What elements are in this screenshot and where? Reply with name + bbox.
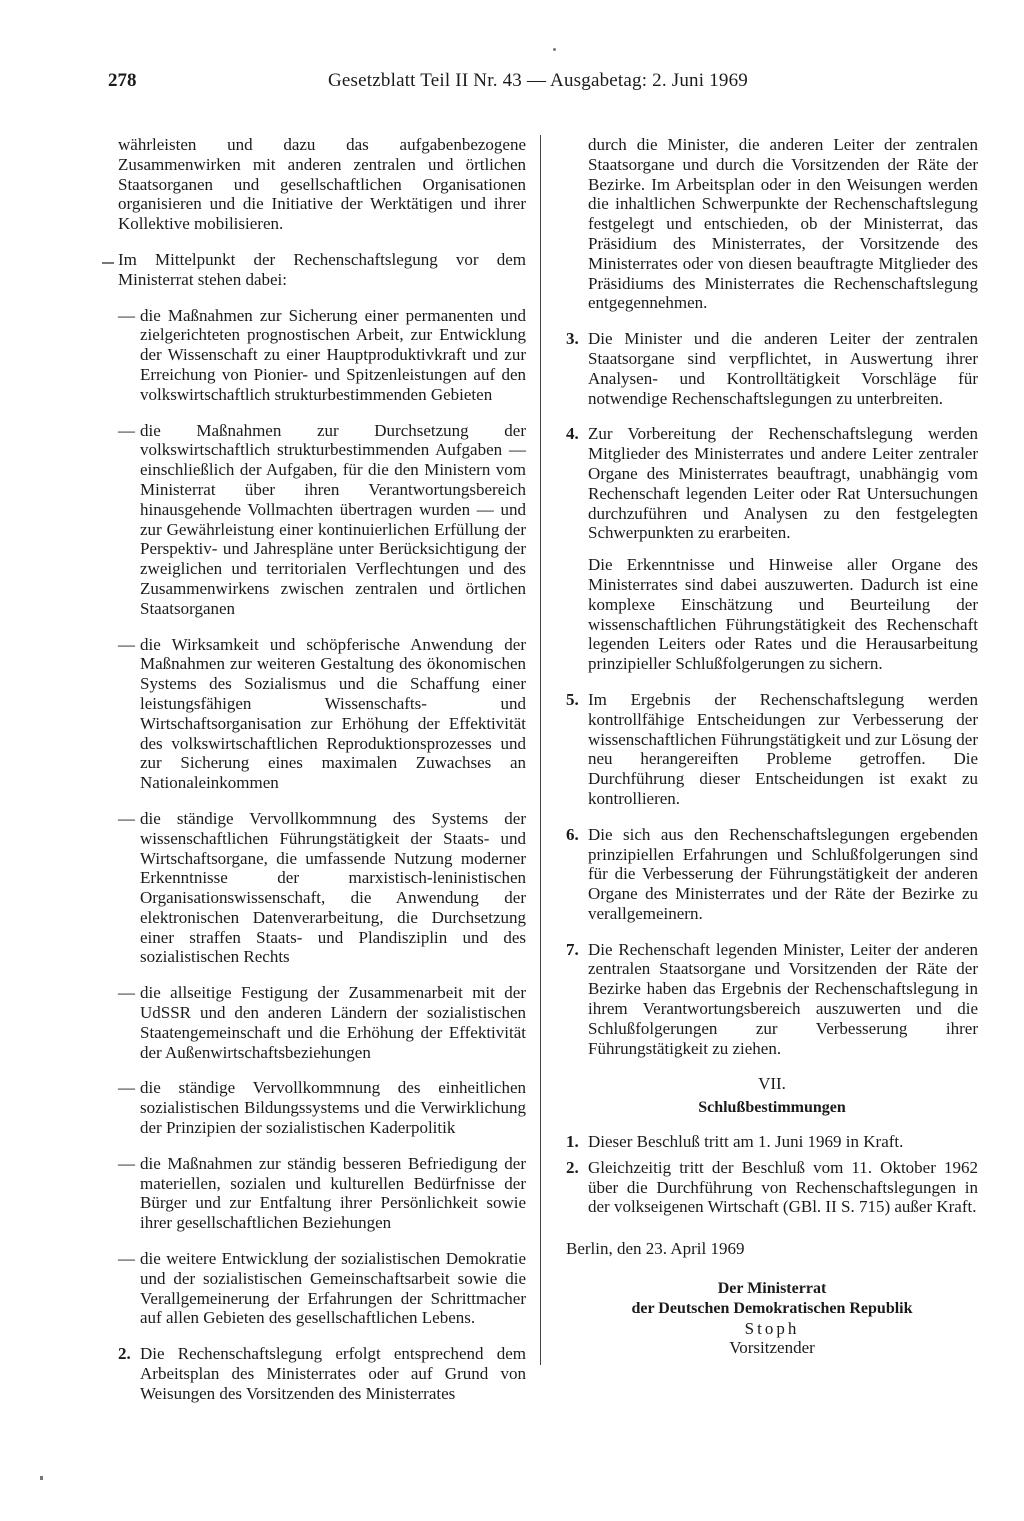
item-4-subparagraph: Die Erkenntnisse und Hinweise aller Organe des Ministerrates sind dabei auszuwerten. Dadurch ist eine komplexe Einschätzung und Beurteilung der wissenschaftlichen Führungstätigkeit des Rechenschaft legenden Leiters oder Rates und die Herausarbeitung prinzipieller Schlußfolgerungen zu sichern.: [588, 555, 978, 674]
list-item: [118, 1078, 526, 1137]
dash-marker: —: [118, 983, 135, 1003]
scan-speck: [553, 48, 556, 51]
paragraph-intro: Im Mittelpunkt der Rechenschaftslegung vor dem Ministerrat stehen dabei:: [118, 249, 526, 289]
final-item-2: [566, 1158, 978, 1217]
list-item-text: die ständige Vervollkommnung des Systems der wissenschaftlichen Führungstätigkeit der Staats- und Wirtschaftsorgane, die umfassende Nutzung moderner Erkenntnisse der marxistisch-leninistischen Organisationswissenschaft, die Anwendung der elektronischen Datenverarbeitung, die Durchsetzung einer straffen Staats- und Plandisziplin und des sozialistischen Rechts: [140, 808, 526, 967]
item-number: 4.: [566, 424, 579, 444]
dash-marker: —: [118, 808, 135, 828]
list-item-text: die allseitige Festigung der Zusammenarbeit mit der UdSSR und den anderen Ländern der sozialistischen Staatengemeinschaft und die Erhöhung der Effektivität der Außenwirtschaftsbeziehungen: [140, 983, 526, 1062]
section-title: Schlußbestimmungen: [698, 1099, 846, 1117]
dash-marker: —: [118, 305, 135, 325]
place-date: Berlin, den 23. April 1969: [566, 1239, 745, 1259]
numbered-item-2: [118, 1344, 526, 1403]
left-column: [118, 135, 526, 1404]
page-number: 278: [108, 70, 137, 91]
item-text: Im Ergebnis der Rechenschaftslegung werden kontrollfähige Entscheidungen zur Verbesserung der wissenschaftlichen Führungstätigkeit und zur Lösung der neu herangereiften Probleme getroffen. Die Durchführung dieser Entscheidungen ist exakt zu kontrollieren.: [588, 689, 978, 808]
numbered-item-6: [566, 825, 978, 924]
list-item-text: die Maßnahmen zur Durchsetzung der volkswirtschaftlich strukturbestimmenden Aufgaben — einschließlich der Aufgaben, für die den Ministern vom Ministerrat über ihren Verantwortungsbereich hinausgehende Vollmachten übertragen wurden — und zur Gewährleistung einer kontinuierlichen Erfüllung der Perspektiv- und Jahrespläne unter Berücksichtigung der zweiglichen und territorialen Verflechtungen und des Zusammenwirkens zwischen zentralen und örtlichen Staatsorganen: [140, 420, 526, 618]
item-text: Zur Vorbereitung der Rechenschaftslegung werden Mitglieder des Ministerrates und andere Leiter zentraler Organe des Ministerrates beauftragt, unabhängig vom Rechenschaft legenden Leiter oder Rat Untersuchungen durchzuführen und Analysen zu den festgelegten Schwerpunkten zu erarbeiten.: [588, 424, 978, 543]
list-item-text: die Maßnahmen zur Sicherung einer permanenten und zielgerichteten prognostischen Arbeit, zur Entwicklung der Wissenschaft zu einer Hauptproduktivkraft und zur Erreichung von Pionier- und Spitzenleistungen auf den volkswirtschaftlich strukturbestimmenden Gebieten: [140, 305, 526, 404]
paragraph-continuation: durch die Minister, die anderen Leiter der zentralen Staatsorgane und durch die Vorsitzenden der Räte der Bezirke. Im Arbeitsplan oder in den Weisungen werden die inhaltlichen Schwerpunkte der Rechenschaftslegung festgelegt und entschieden, ob der Ministerrat, das Präsidium des Ministerrates, der Vorsitzende des Ministerrates oder von diesen beauftragte Mitglieder des Präsidiums des Ministerrates die Rechenschaftslegung entgegennehmen.: [588, 135, 978, 313]
item-number: 2.: [566, 1157, 579, 1177]
list-item: [118, 809, 526, 967]
numbered-item-4: [566, 424, 978, 543]
item-text: Die Rechenschaftslegung erfolgt entsprechend dem Arbeitsplan des Ministerrates oder auf Grund von Weisungen des Vorsitzenden des Ministerrates: [140, 1344, 526, 1403]
item-text: Gleichzeitig tritt der Beschluß vom 11. Oktober 1962 über die Durchführung von Rechenschaftslegungen in der volkseigenen Wirtschaft (GBl. II S. 715) außer Kraft.: [588, 1157, 978, 1217]
paragraph-continuation: währleisten und dazu das aufgabenbezogene Zusammenwirken mit anderen zentralen und örtlichen Staatsorganen und gesellschaftlichen Organisationen organisieren und die Initiative der Werktätigen und ihrer Kollektive mobilisieren.: [118, 135, 526, 234]
dash-marker: —: [118, 634, 135, 654]
scan-speck: [40, 1476, 43, 1480]
list-item: [118, 635, 526, 793]
numbered-item-5: [566, 690, 978, 809]
numbered-item-7: [566, 940, 978, 1059]
item-number: 7.: [566, 939, 579, 959]
page-header: [108, 70, 980, 100]
item-number: 3.: [566, 329, 579, 349]
list-item: [118, 1249, 526, 1328]
signatory-name: Stoph: [744, 1318, 800, 1338]
signatory-role: Vorsitzender: [729, 1338, 815, 1358]
item-number: 1.: [566, 1132, 579, 1152]
section-number: VII.: [758, 1074, 786, 1094]
dash-marker: —: [118, 1249, 135, 1269]
list-item: [118, 421, 526, 619]
list-item-text: die weitere Entwicklung der sozialistischen Demokratie und der sozialistischen Gemeinschaftsarbeit sowie die Verallgemeinerung der Erfahrungen der Schrittmacher auf allen Gebieten des gesellschaftlichen Lebens.: [140, 1249, 526, 1328]
signature-body-line1: Der Ministerrat: [717, 1280, 827, 1298]
scan-speck: [102, 262, 114, 264]
list-item: [118, 306, 526, 405]
final-item-1: [566, 1132, 978, 1152]
list-item-text: die Wirksamkeit und schöpferische Anwendung der Maßnahmen zur weiteren Gestaltung des ökonomischen Systems des Sozialismus und die Schaffung einer leistungsfähigen Wissenschafts- und Wirtschaftsorganisation zur Erhöhung der Effektivität des volkswirtschaftlichen Reproduktionsprozesses und zur Sicherung eines maximalen Zuwachses an Nationaleinkommen: [140, 634, 526, 793]
item-number: 5.: [566, 689, 579, 709]
numbered-item-3: [566, 329, 978, 408]
item-text: Die sich aus den Rechenschaftslegungen ergebenden prinzipiellen Erfahrungen und Schlußfolgerungen sind für die Verbesserung der Führungstätigkeit der anderen Organe des Ministerrates und der Räte der Bezirke zu verallgemeinern.: [588, 824, 978, 923]
item-text: Dieser Beschluß tritt am 1. Juni 1969 in Kraft.: [588, 1132, 904, 1152]
dash-marker: —: [118, 1153, 135, 1173]
item-text: Die Minister und die anderen Leiter der zentralen Staatsorgane sind verpflichtet, in Auswertung ihrer Analysen- und Kontrolltätigkeit Vorschläge für notwendige Rechenschaftslegungen zu unterbreiten.: [588, 329, 978, 408]
list-item: [118, 1154, 526, 1233]
dash-marker: —: [118, 1078, 135, 1098]
item-text: Die Rechenschaft legenden Minister, Leiter der anderen zentralen Staatsorgane und Vorsitzenden der Räte der Bezirke haben das Ergebnis der Rechenschaftslegung in ihrem Verantwortungsbereich auszuwerten und die Schlußfolgerungen zur Verbesserung ihrer Führungstätigkeit zu ziehen.: [588, 939, 978, 1058]
column-divider: [540, 135, 541, 1365]
right-column: [566, 135, 978, 1358]
list-item: [118, 983, 526, 1062]
item-number: 6.: [566, 824, 579, 844]
running-head: Gesetzblatt Teil II Nr. 43 — Ausgabetag: 2. Juni 1969: [328, 70, 748, 91]
list-item-text: die Maßnahmen zur ständig besseren Befriedigung der materiellen, sozialen und kulturellen Bedürfnisse der Bürger und zur Entfaltung ihrer Persönlichkeit sowie ihrer gesellschaftlichen Beziehungen: [140, 1153, 526, 1233]
signature-body-line2: der Deutschen Demokratischen Republik: [631, 1299, 913, 1317]
item-number: 2.: [118, 1344, 131, 1364]
dash-marker: —: [118, 420, 135, 440]
list-item-text: die ständige Vervollkommnung des einheitlichen sozialistischen Bildungssystems und die Verwirklichung der Prinzipien der sozialistischen Kaderpolitik: [140, 1078, 526, 1138]
